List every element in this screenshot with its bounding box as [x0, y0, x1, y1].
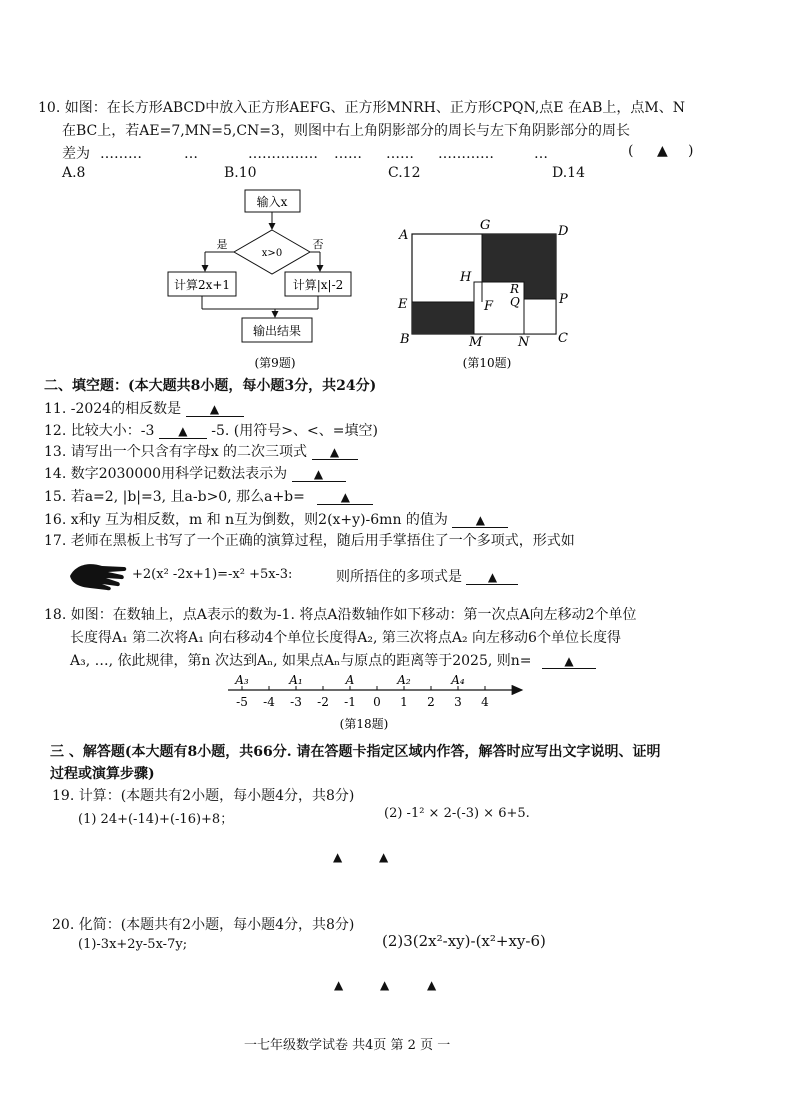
q17-tail [336, 566, 518, 586]
answer-mark: ▲ [487, 570, 498, 584]
point-label: A₁ [289, 673, 303, 687]
shade-bottom-left [412, 302, 482, 334]
q12-prefix: 12. 比较大小：-3 [44, 423, 155, 439]
q10-line1: 10. 如图：在长方形ABCD中放入正方形AEFG、正方形MNRH、正方形CPQN,点E 在AB上，点M、N [38, 100, 685, 116]
option-c: C.12 [388, 165, 421, 181]
q14 [44, 463, 346, 483]
answer-blank[interactable] [452, 513, 508, 528]
answer-blank[interactable] [542, 654, 596, 669]
flowchart-figure [160, 185, 360, 375]
q10-paren-close: ) [688, 143, 694, 159]
q16 [44, 509, 508, 529]
fig10-caption: (第10题) [462, 356, 512, 370]
answer-mark: ▲ [178, 424, 188, 438]
point-label: P [559, 292, 568, 307]
point-label: Q [510, 295, 520, 309]
tick-label: 3 [454, 695, 462, 709]
q12 [44, 420, 378, 440]
dots: ……… [100, 146, 142, 162]
answer-mark: ▲ [313, 467, 324, 481]
answer-mark: ▲ [329, 445, 340, 459]
q20-part2: (2)3(2x²-xy)-(x²+xy-6) [382, 932, 546, 950]
point-label: G [480, 218, 491, 233]
option-b: B.10 [224, 165, 257, 181]
q18-line1: 18. 如图：在数轴上，点A表示的数为-1. 将点A沿数轴作如下移动：第一次点A向左移动2个单位 [44, 607, 637, 623]
q13-text: 13. 请写出一个只含有字母x 的二次三项式 [44, 444, 308, 460]
point-label: N [518, 335, 530, 350]
answer-mark: ▲ [564, 654, 574, 668]
q19-title: 19. 计算：(本题共有2小题，每小题4分，共8分) [52, 788, 355, 804]
answer-blank[interactable] [186, 402, 244, 417]
q18-line3-text: A₃, …, 依此规律，第n 次达到Aₙ, 如果点Aₙ与原点的距离等于2025, 则n= [70, 653, 532, 669]
section-3-line1: 三 、解答题(本大题有8小题，共66分. 请在答题卡指定区域内作答，解答时应写出文字说明、证明 [50, 744, 661, 760]
point-label: A₄ [451, 673, 465, 687]
fig18-caption: (第18题) [339, 717, 389, 731]
point-label: D [558, 224, 569, 239]
tick-label: 2 [427, 695, 435, 709]
q10-line2: 在BC上，若AE=7,MN=5,CN=3，则图中右上角阴影部分的周长与左下角阴影部分的周长 [62, 123, 630, 139]
q17-line1: 17. 老师在黑板上书写了一个正确的演算过程，随后用手掌捂住了一个多项式，形式如 [44, 533, 575, 549]
answer-mark: ▲ [379, 850, 389, 864]
tick-label: -5 [236, 695, 248, 709]
point-label: M [469, 335, 483, 350]
answer-mark: ▲ [209, 402, 220, 416]
q14-text: 14. 数字2030000用科学记数法表示为 [44, 466, 288, 482]
point-label: A₃ [235, 673, 249, 687]
tick-label: 4 [481, 695, 489, 709]
q17-expression: +2(x² -2x+1)=-x² +5x-3: [132, 567, 293, 582]
dots: … [534, 146, 548, 162]
no-label: 否 [312, 238, 324, 251]
page-footer: 一七年级数学试卷 共4页 第 2 页 一 [244, 1038, 451, 1053]
dots: …… [386, 146, 414, 162]
q10-line3 [62, 143, 548, 163]
q12-suffix: -5. (用符号>、<、=填空) [211, 423, 378, 439]
q11-text: 11. -2024的相反数是 [44, 401, 182, 417]
point-label: A [399, 228, 409, 243]
number-line-figure [222, 670, 532, 736]
q10-paren-open: ( [628, 143, 634, 159]
output-label: 输出结果 [252, 324, 302, 338]
q20-part1: (1)-3x+2y-5x-7y; [78, 937, 188, 952]
point-label: A₂ [397, 673, 411, 687]
answer-mark: ▲ [427, 978, 437, 992]
answer-mark: ▲ [475, 513, 485, 527]
q11 [44, 398, 244, 418]
condition-label: x>0 [261, 248, 283, 259]
dots: …………… [248, 146, 318, 162]
point-label: R [510, 282, 520, 296]
option-a: A.8 [62, 165, 86, 181]
q10-answer-mark: ▲ [657, 143, 668, 159]
point-label: F [484, 299, 494, 314]
dots: …… [334, 146, 362, 162]
answer-blank[interactable] [466, 570, 518, 585]
point-label: C [558, 331, 568, 346]
fig9-caption: (第9题) [254, 356, 296, 370]
q15 [44, 486, 373, 506]
left-box-label: 计算2x+1 [173, 278, 231, 292]
q16-text: 16. x和y 互为相反数，m 和 n互为倒数，则2(x+y)-6mn 的值为 [44, 512, 448, 528]
point-label: H [460, 270, 472, 285]
q18-line2: 长度得A₁ 第二次将A₁ 向右移动4个单位长度得A₂, 第三次将点A₂ 向左移动6个单位长度得 [70, 630, 621, 646]
dots: ………… [438, 146, 494, 162]
tick-label: -1 [344, 695, 356, 709]
point-label: A [345, 673, 355, 687]
answer-mark: ▲ [380, 978, 390, 992]
option-d: D.14 [552, 165, 585, 181]
section-2-heading: 二、填空题：(本大题共8小题，每小题3分，共24分) [44, 378, 377, 394]
q15-text: 15. 若a=2, |b|=3, 且a-b>0, 那么a+b= [44, 489, 305, 505]
answer-blank[interactable] [312, 445, 358, 460]
rectangle-figure [392, 215, 582, 375]
hand-icon [66, 558, 128, 592]
tick-label: -4 [263, 695, 275, 709]
q13 [44, 441, 358, 461]
tick-label: 1 [400, 695, 408, 709]
q19-part2: (2) -1² × 2-(-3) × 6+5. [384, 806, 530, 821]
answer-mark: ▲ [340, 490, 350, 504]
q18-line3 [70, 650, 596, 670]
q20-title: 20. 化简：(本题共有2小题，每小题4分，共8分) [52, 917, 355, 933]
answer-blank[interactable] [317, 490, 373, 505]
point-label: B [400, 332, 410, 347]
q10-prefix: 差为 [62, 146, 90, 162]
dots: … [184, 146, 198, 162]
square-cpqn [524, 299, 556, 334]
q19-part1: (1) 24+(-14)+(-16)+8； [78, 812, 234, 827]
tick-label: -2 [317, 695, 329, 709]
input-label: 输入x [256, 195, 288, 209]
answer-mark: ▲ [333, 850, 343, 864]
tick-label: 0 [373, 695, 381, 709]
section-3-line2: 过程或演算步骤) [50, 766, 155, 782]
tick-label: -3 [290, 695, 302, 709]
point-label: E [398, 297, 408, 312]
answer-blank[interactable] [159, 424, 207, 439]
answer-mark: ▲ [334, 978, 344, 992]
yes-label: 是 [216, 238, 228, 251]
right-box-label: 计算|x|-2 [292, 278, 344, 292]
answer-blank[interactable] [292, 467, 346, 482]
q17-tail-text: 则所捂住的多项式是 [336, 569, 462, 585]
